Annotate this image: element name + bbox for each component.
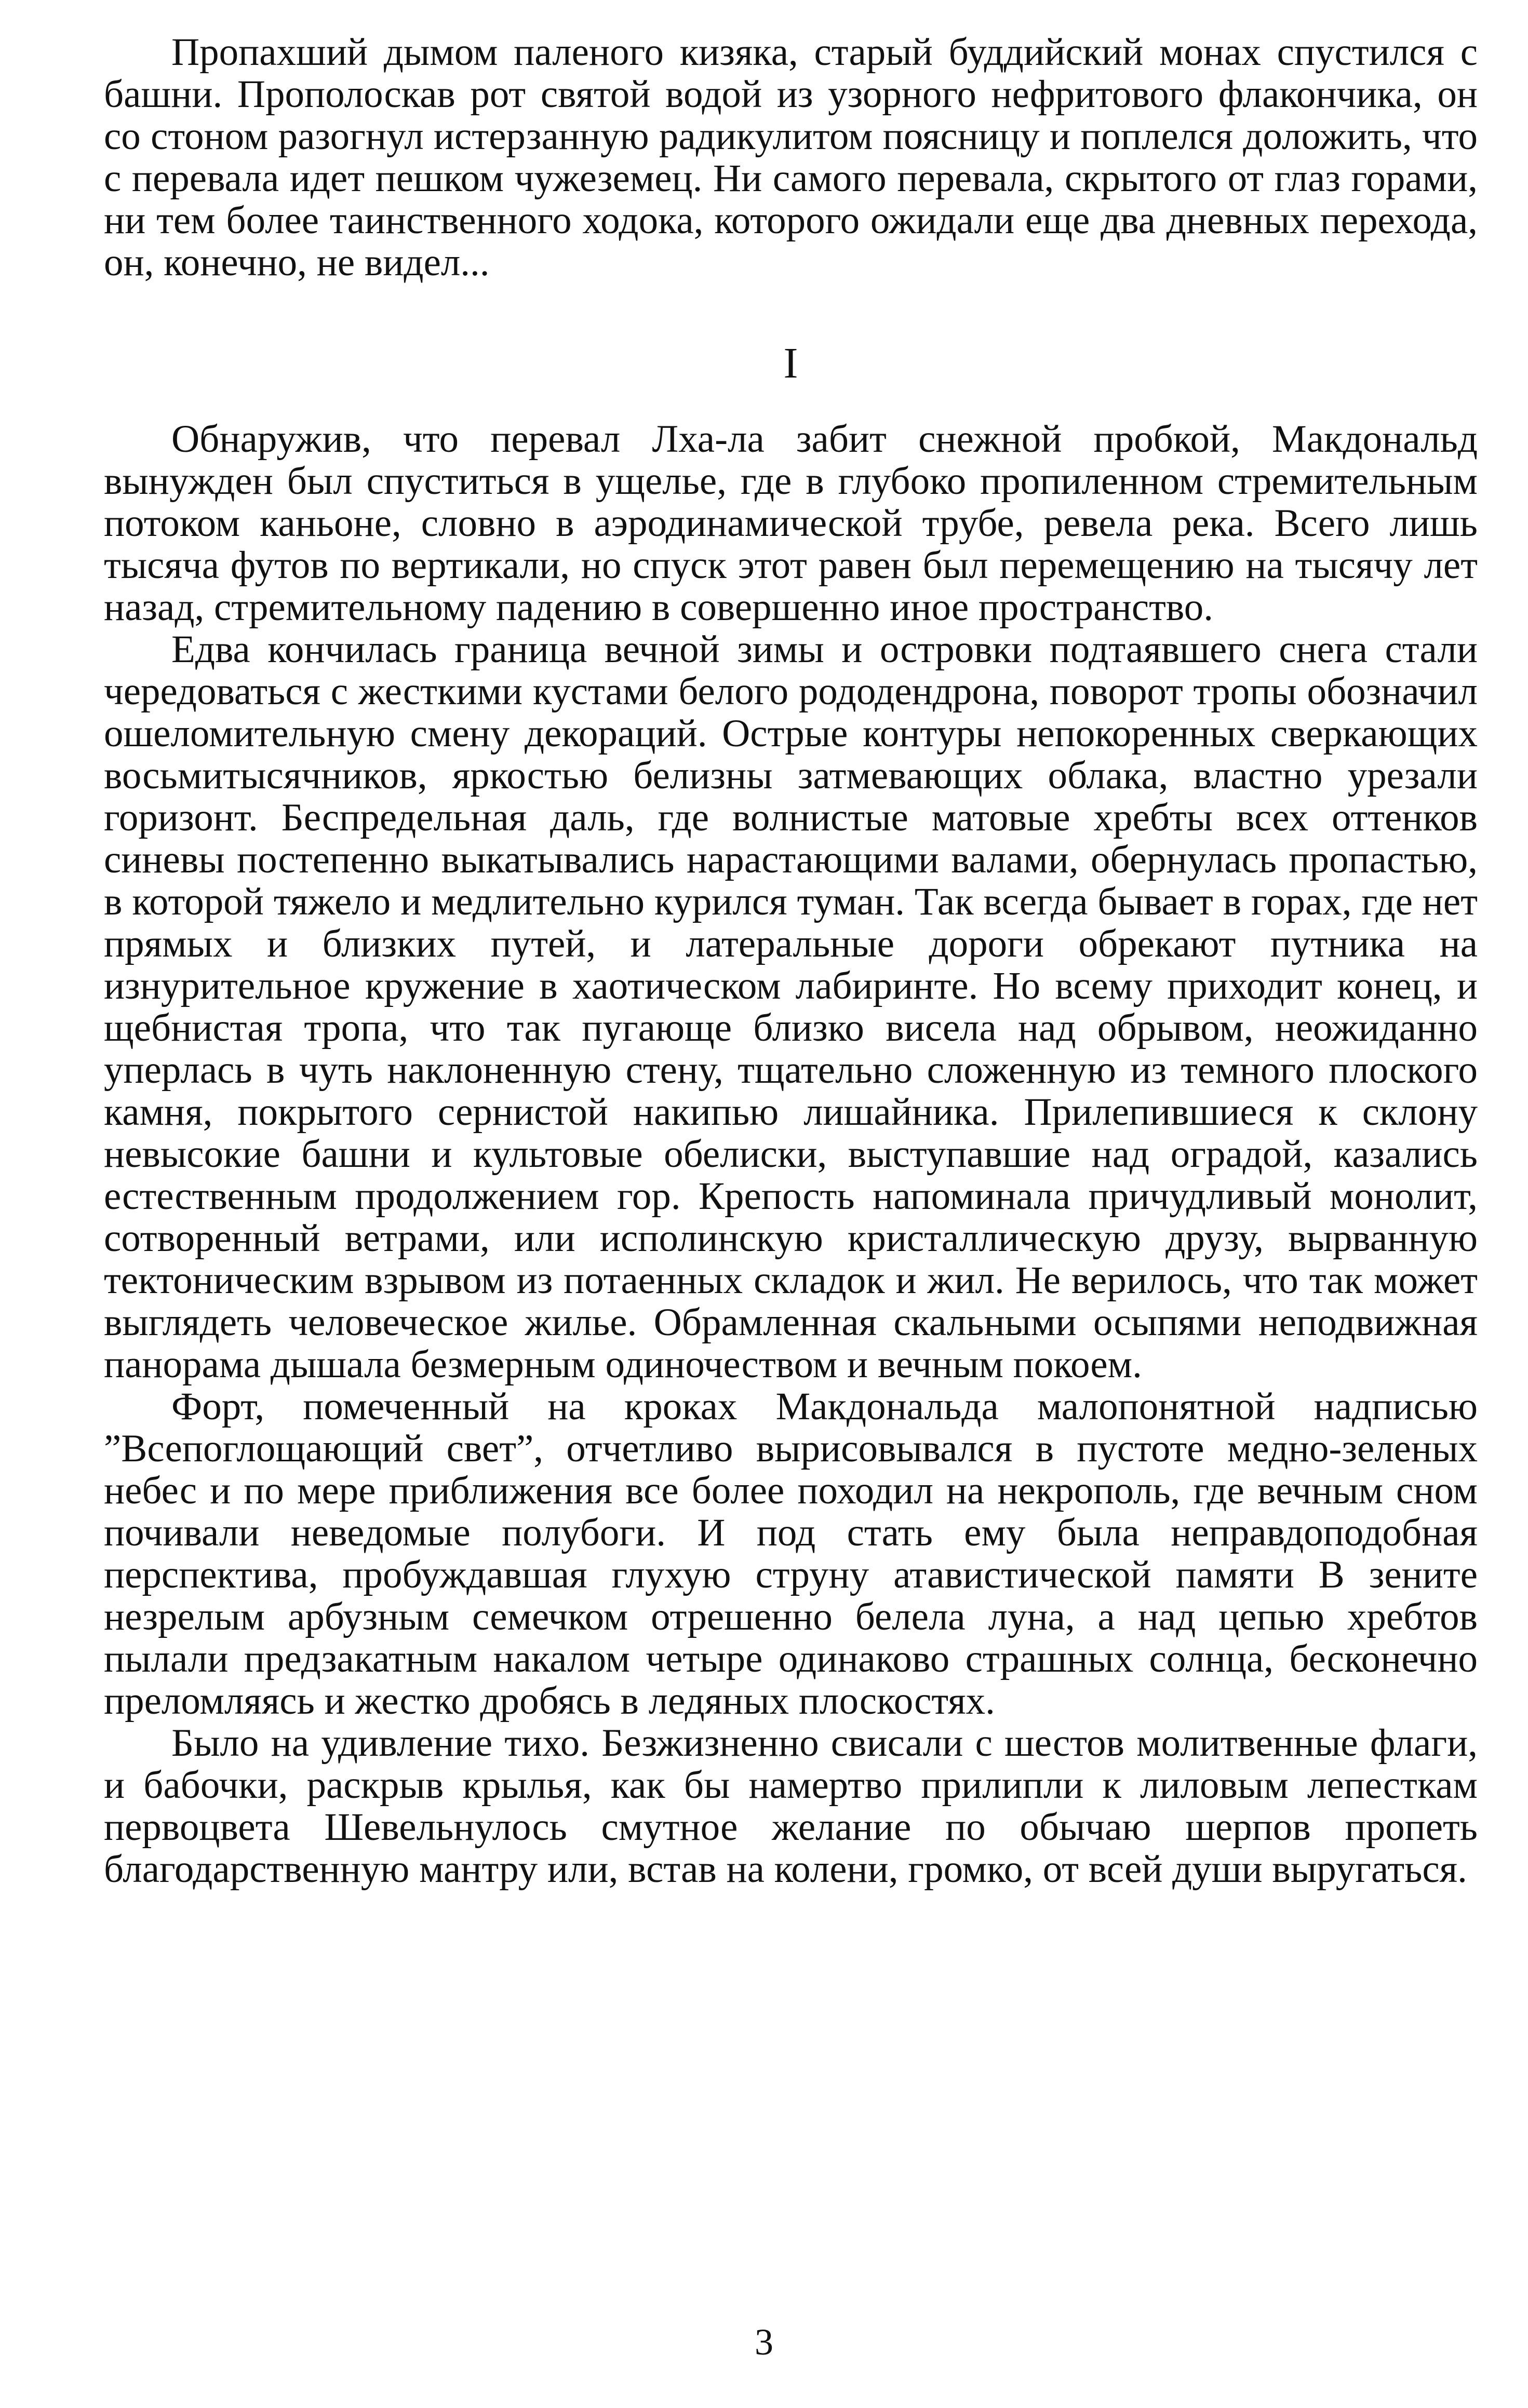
paragraph-4: Было на удивление тихо. Безжизненно свисали с шестов молитвенные флаги, и бабочки, раскрыв крылья, как бы намертво прилипли к лиловым лепесткам первоцвета Шевельнулось смутное желание по обычаю шерпов пропеть благодарственную мантру или, встав на колени, громко, от всей души выругаться. (104, 1721, 1478, 1891)
prologue-paragraph: Пропахший дымом паленого кизяка, старый буддийский монах спустился с башни. Прополоскав рот святой водой из узорного нефритового флакончика, он со стоном разогнул истерзанную радикулитом поясницу и поплелся доложить, что с перевала идет пешком чужеземец. Ни самого перевала, скрытого от глаз горами, ни тем более таинственного ходока, которого ожидали еще два дневных перехода, он, конечно, не видел... (104, 31, 1478, 284)
chapter-body (104, 418, 1478, 1890)
paragraph-3: Форт, помеченный на кроках Макдональда малопонятной надписью ”Всепоглощающий свет”, отчетливо вырисовывался в пустоте медно-зеленых небес и по мере приближения все более походил на некрополь, где вечным сном почивали неведомые полубоги. И под стать ему была неправдоподобная перспектива, пробуждавшая глухую струну атавистической памяти В зените незрелым арбузным семечком отрешенно белела луна, а над цепью хребтов пылали предзакатным накалом четыре одинаково страшных солнца, бесконечно преломляясь и жестко дробясь в ледяных плоскостях. (104, 1385, 1478, 1723)
paragraph-1: Обнаружив, что перевал Лха-ла забит снежной пробкой, Макдональд вынужден был спуститься в ущелье, где в глубоко пропиленном стремительным потоком каньоне, словно в аэродинамической трубе, ревела река. Всего лишь тысяча футов по вертикали, но спуск этот равен был перемещению на тысячу лет назад, стремительному падению в совершенно иное пространство. (104, 418, 1478, 629)
paragraph-2: Едва кончилась граница вечной зимы и островки подтаявшего снега стали чередоваться с жесткими кустами белого рододендрона, поворот тропы обозначил ошеломительную смену декораций. Острые контуры непокоренных сверкающих восьмитысячников, яркостью белизны затмевающих облака, властно урезали горизонт. Беспредельная даль, где волнистые матовые хребты всех оттенков синевы постепенно выкатывались нарастающими валами, обернулась пропастью, в которой тяжело и медлительно курился туман. Так всегда бывает в горах, где нет прямых и близких путей, и латеральные дороги обрекают путника на изнурительное кружение в хаотическом лабиринте. Но всему приходит конец, и щебнистая тропа, что так пугающе близко висела над обрывом, неожиданно уперлась в чуть наклоненную стену, тщательно сложенную из темного плоского камня, покрытого сернистой накипью лишайника. Прилепившиеся к склону невысокие башни и культовые обелиски, выступавшие над оградой, казались естественным продолжением гор. Крепость напоминала причудливый монолит, сотворенный ветрами, или исполинскую кристаллическую друзу, вырванную тектоническим взрывом из потаенных складок и жил. Не верилось, что так может выглядеть человеческое жилье. Обрамленная скальными осыпями неподвижная панорама дышала безмерным одиночеством и вечным покоем. (104, 628, 1478, 1386)
chapter-number: I (783, 339, 798, 387)
page-number: 3 (755, 2321, 773, 2363)
